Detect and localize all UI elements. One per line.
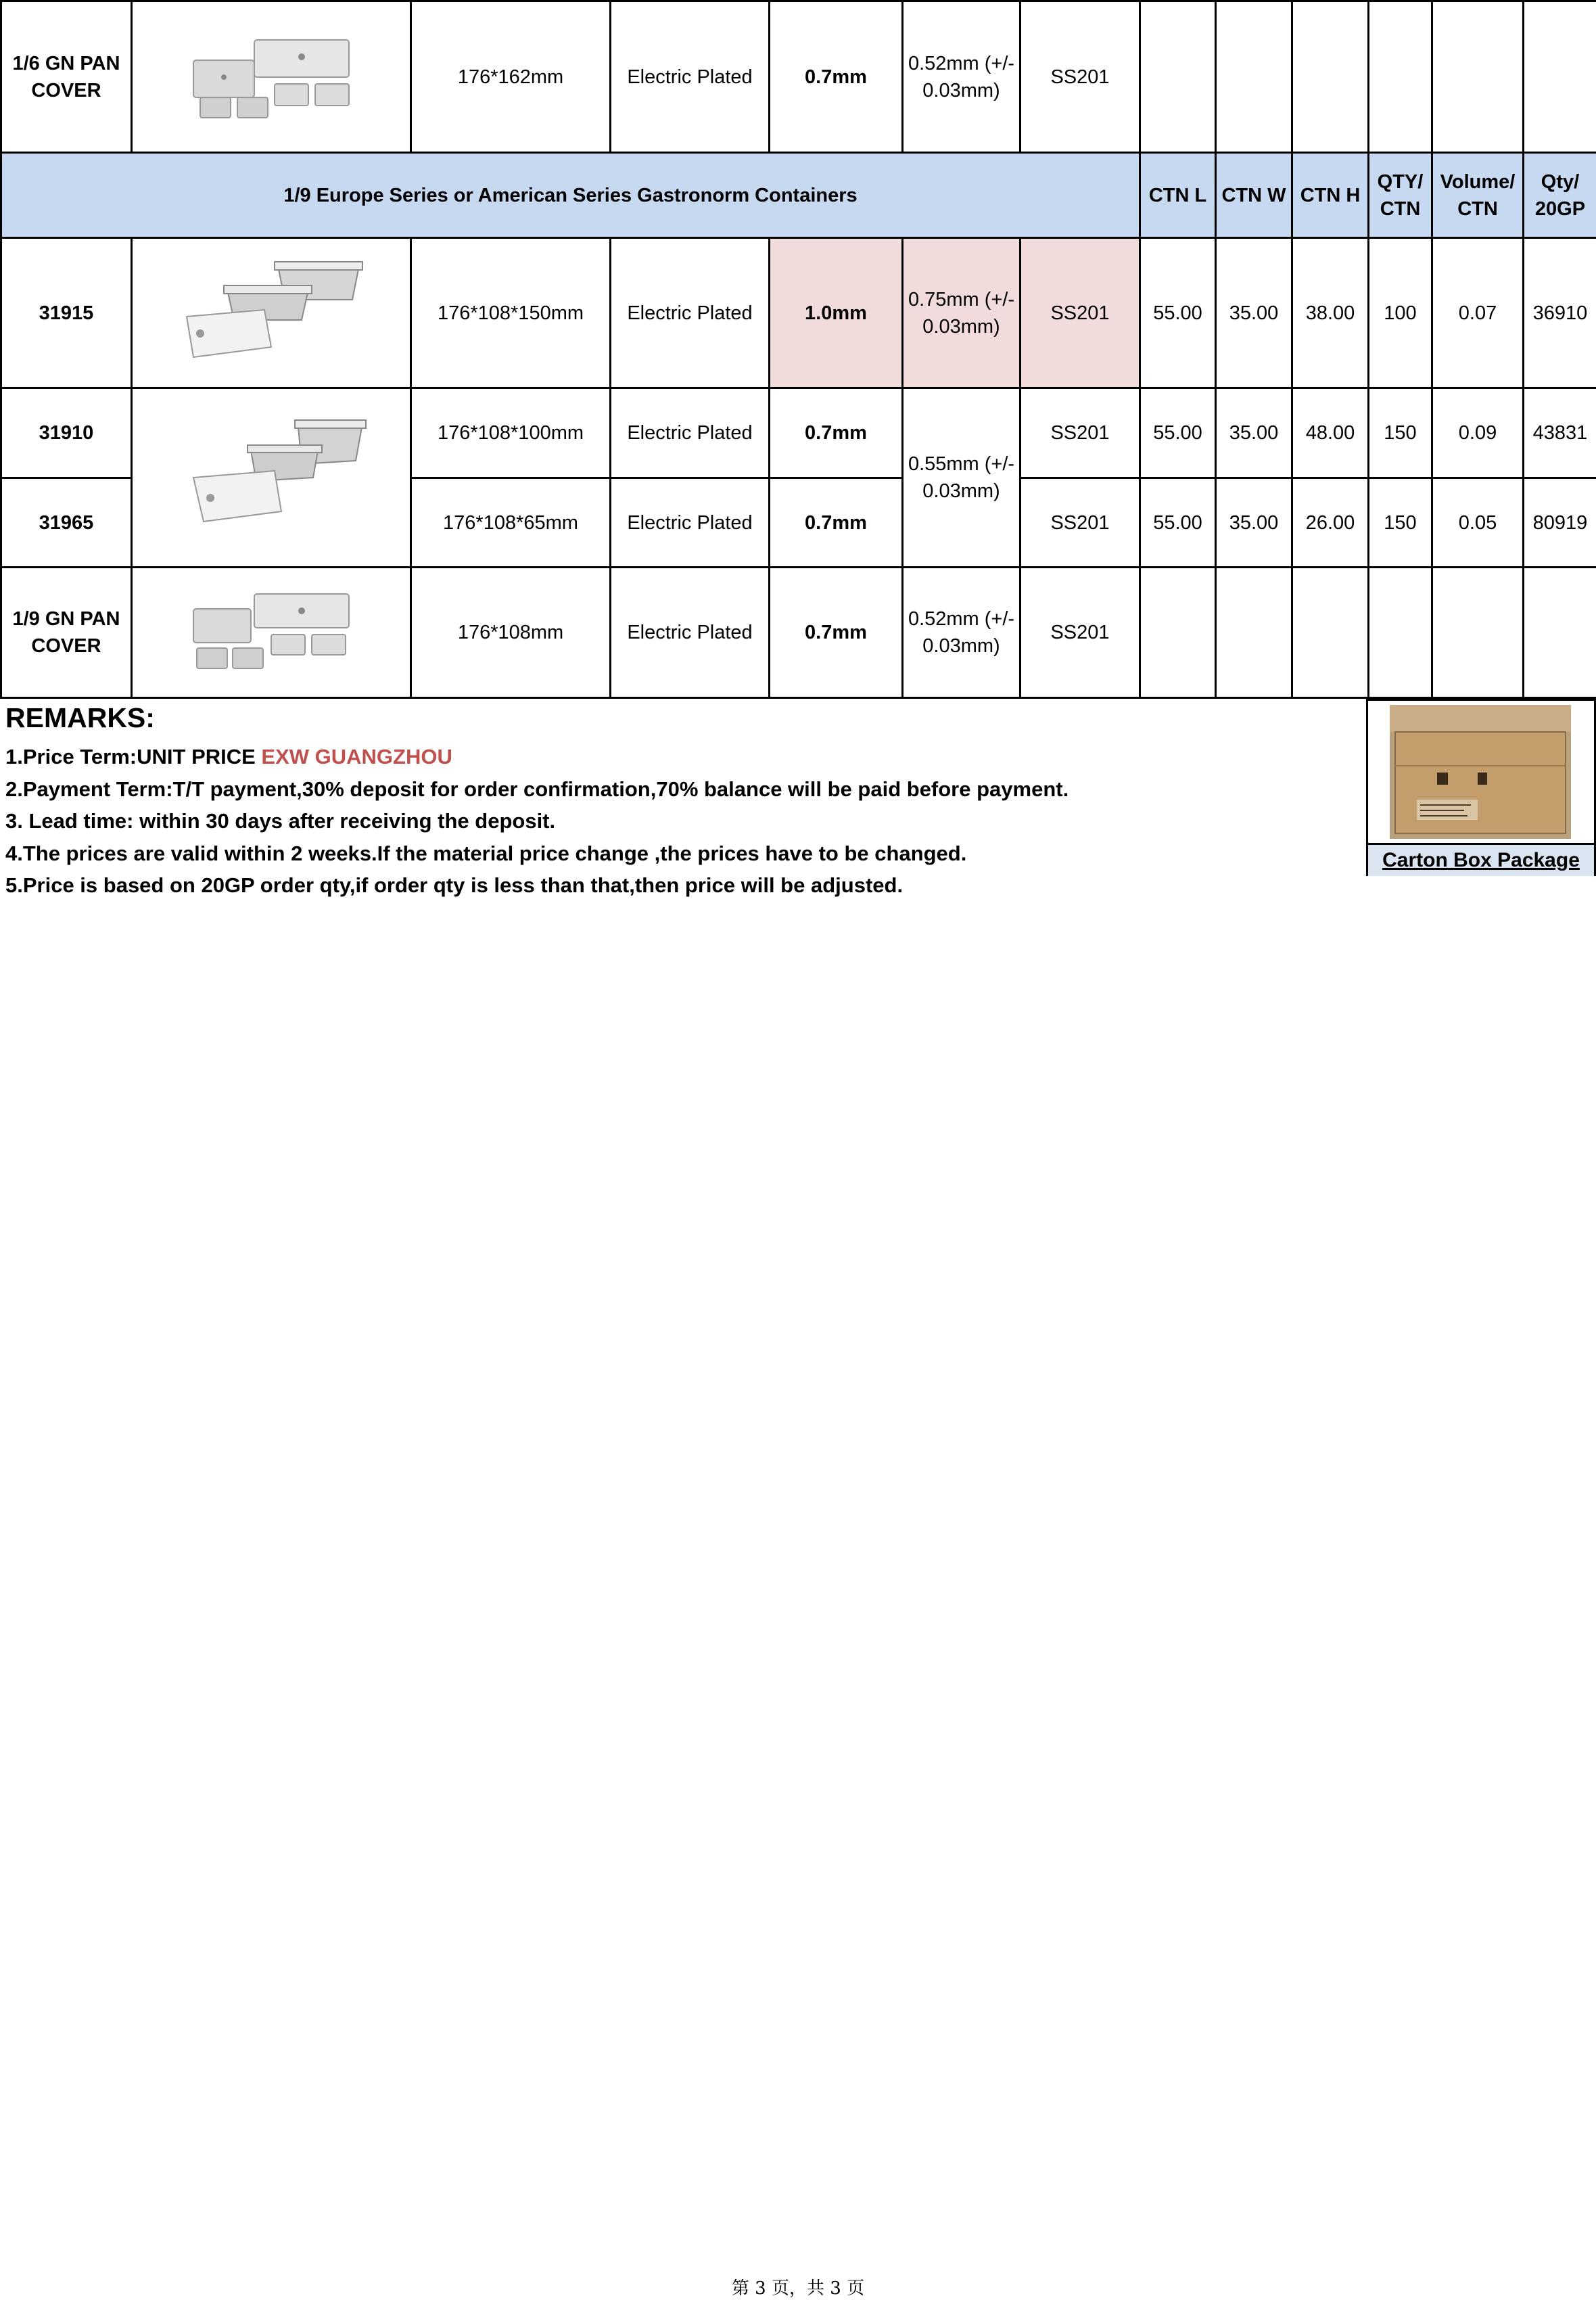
remark-price-term-highlight: EXW GUANGZHOU	[261, 745, 452, 768]
product-thickness: 0.7mm	[770, 568, 903, 698]
product-thickness: 0.7mm	[770, 388, 903, 478]
product-finish: Electric Plated	[611, 1, 770, 153]
remarks-title: REMARKS:	[5, 702, 155, 733]
table-row	[1, 238, 1596, 388]
col-header-qty-20gp: Qty/ 20GP	[1524, 153, 1596, 238]
col-header-ctn-l: CTN L	[1140, 153, 1216, 238]
empty-cell	[1524, 568, 1596, 698]
qty-20gp-cell: 43831	[1524, 388, 1596, 478]
remark-price-term-label: 1.Price Term:UNIT PRICE	[5, 745, 262, 768]
remark-price-term	[5, 741, 1069, 773]
product-tolerance: 0.75mm (+/- 0.03mm)	[903, 238, 1020, 388]
product-image	[132, 388, 411, 568]
col-header-volume: Volume/ CTN	[1432, 153, 1524, 238]
product-code: 31910	[1, 388, 132, 478]
product-image	[132, 1, 411, 153]
ctn-w-cell: 35.00	[1216, 238, 1292, 388]
product-size: 176*162mm	[411, 1, 611, 153]
product-finish: Electric Plated	[611, 238, 770, 388]
product-image	[132, 568, 411, 698]
ctn-h-cell: 38.00	[1292, 238, 1369, 388]
qty-ctn-cell: 150	[1369, 388, 1432, 478]
carton-box-photo	[1390, 705, 1571, 839]
product-material: SS201	[1020, 388, 1140, 478]
remark-lead-time: 3. Lead time: within 30 days after receiving the deposit.	[5, 809, 556, 833]
page-footer: 第 3 页，共 3 页	[731, 2278, 865, 2299]
volume-cell: 0.09	[1432, 388, 1524, 478]
carton-box-panel	[1366, 699, 1596, 876]
product-thickness: 1.0mm	[770, 238, 903, 388]
ctn-h-cell: 48.00	[1292, 388, 1369, 478]
product-finish: Electric Plated	[611, 568, 770, 698]
product-size: 176*108mm	[411, 568, 611, 698]
qty-ctn-cell: 100	[1369, 238, 1432, 388]
col-header-ctn-w: CTN W	[1216, 153, 1292, 238]
remark-price-validity: 4.The prices are valid within 2 weeks.If the material price change ,the prices have to be changed.	[5, 841, 967, 865]
empty-cell	[1369, 1, 1432, 153]
col-header-ctn-h: CTN H	[1292, 153, 1369, 238]
product-code: 31915	[1, 238, 132, 388]
qty-ctn-cell: 150	[1369, 478, 1432, 568]
table-row	[1, 568, 1596, 698]
ctn-l-cell: 55.00	[1140, 388, 1216, 478]
product-code: 1/6 GN PAN COVER	[1, 1, 132, 153]
empty-cell	[1140, 1, 1216, 153]
empty-cell	[1432, 1, 1524, 153]
product-tolerance: 0.52mm (+/- 0.03mm)	[903, 568, 1020, 698]
product-thickness: 0.7mm	[770, 1, 903, 153]
product-material: SS201	[1020, 1, 1140, 153]
empty-cell	[1292, 1, 1369, 153]
empty-cell	[1369, 568, 1432, 698]
ctn-l-cell: 55.00	[1140, 238, 1216, 388]
ctn-l-cell: 55.00	[1140, 478, 1216, 568]
empty-cell	[1292, 568, 1369, 698]
empty-cell	[1524, 1, 1596, 153]
carton-box-caption: Carton Box Package	[1368, 843, 1594, 876]
product-thickness: 0.7mm	[770, 478, 903, 568]
volume-cell: 0.07	[1432, 238, 1524, 388]
table-row	[1, 1, 1596, 153]
ctn-w-cell: 35.00	[1216, 478, 1292, 568]
product-material: SS201	[1020, 478, 1140, 568]
ctn-h-cell: 26.00	[1292, 478, 1369, 568]
remark-payment-term: 2.Payment Term:T/T payment,30% deposit for order confirmation,70% balance will be paid before payment.	[5, 777, 1069, 801]
product-size: 176*108*65mm	[411, 478, 611, 568]
product-size: 176*108*100mm	[411, 388, 611, 478]
section-header-row	[1, 153, 1596, 238]
empty-cell	[1140, 568, 1216, 698]
product-size: 176*108*150mm	[411, 238, 611, 388]
col-header-qty-ctn: QTY/ CTN	[1369, 153, 1432, 238]
product-material: SS201	[1020, 238, 1140, 388]
product-finish: Electric Plated	[611, 388, 770, 478]
product-material: SS201	[1020, 568, 1140, 698]
ctn-w-cell: 35.00	[1216, 388, 1292, 478]
empty-cell	[1216, 1, 1292, 153]
product-table	[0, 0, 1596, 699]
empty-cell	[1216, 568, 1292, 698]
table-row	[1, 388, 1596, 478]
empty-cell	[1432, 568, 1524, 698]
product-code: 1/9 GN PAN COVER	[1, 568, 132, 698]
remarks-section	[5, 702, 1069, 902]
product-code: 31965	[1, 478, 132, 568]
volume-cell: 0.05	[1432, 478, 1524, 568]
qty-20gp-cell: 36910	[1524, 238, 1596, 388]
remark-order-qty: 5.Price is based on 20GP order qty,if order qty is less than that,then price will be adjusted.	[5, 873, 903, 897]
product-image	[132, 238, 411, 388]
section-title: 1/9 Europe Series or American Series Gastronorm Containers	[1, 153, 1140, 238]
qty-20gp-cell: 80919	[1524, 478, 1596, 568]
product-finish: Electric Plated	[611, 478, 770, 568]
product-tolerance-shared: 0.55mm (+/- 0.03mm)	[903, 388, 1020, 568]
product-tolerance: 0.52mm (+/- 0.03mm)	[903, 1, 1020, 153]
